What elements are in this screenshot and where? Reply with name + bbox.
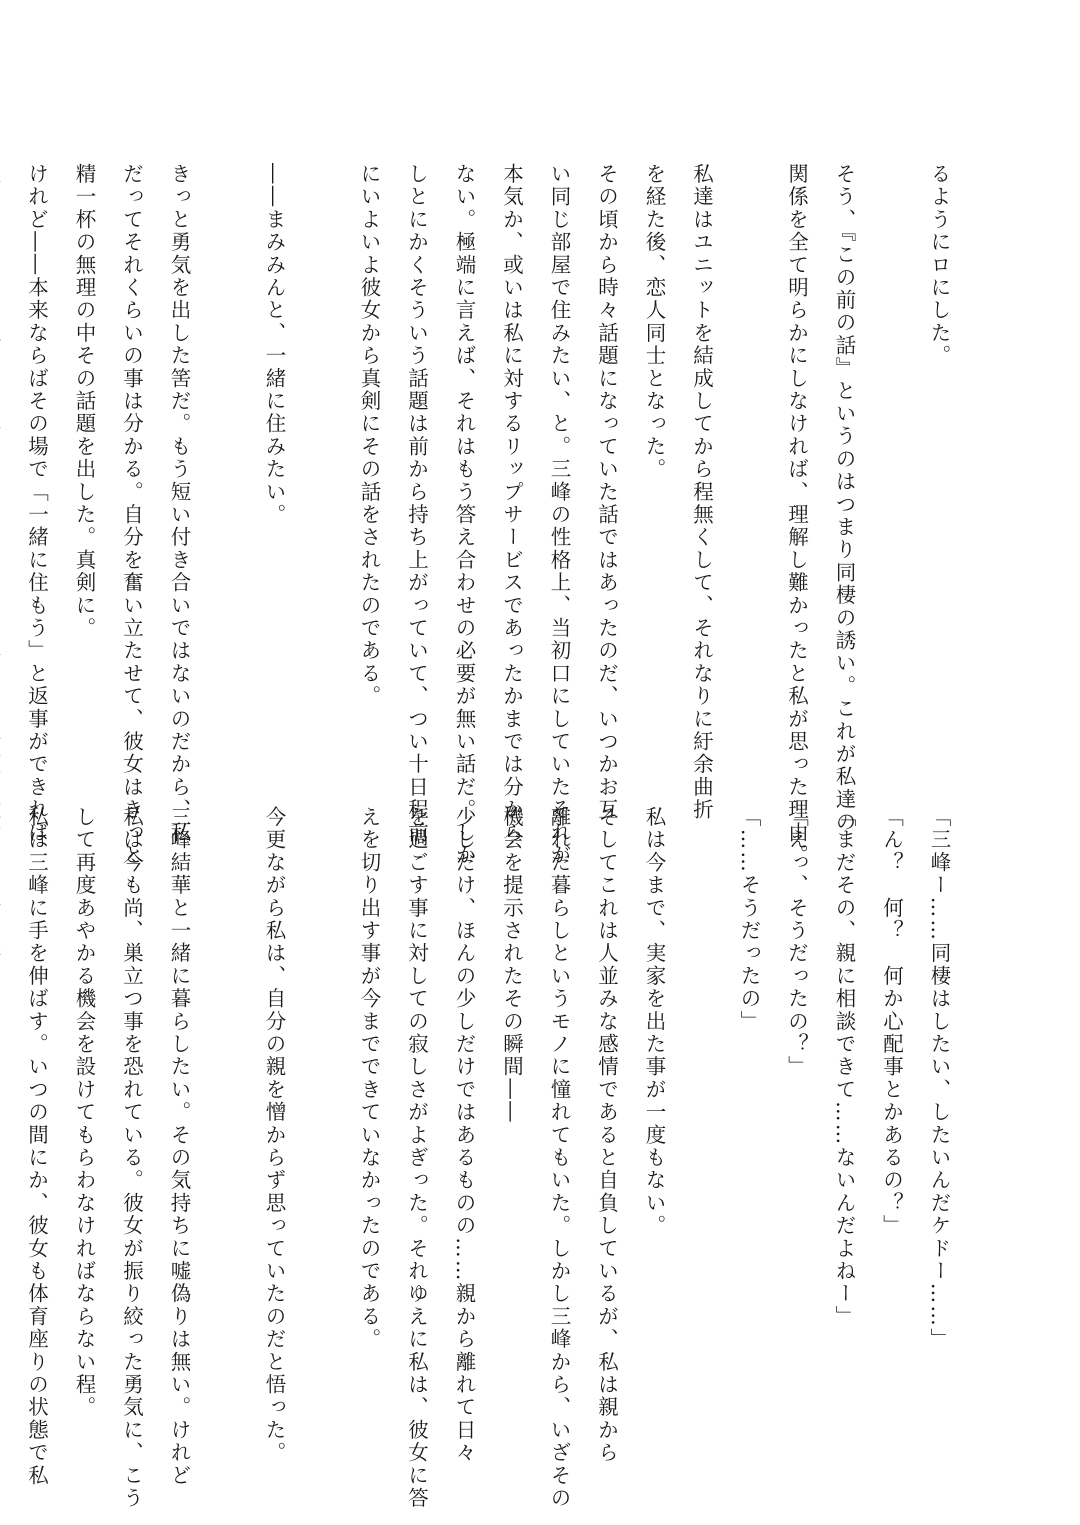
text-line: ――まみみんと、一緒に住みたい。 <box>262 163 286 527</box>
blank-line <box>297 806 345 1396</box>
text-line: 私達はユニットを結成してから程無くして、それなりに紆余曲折 <box>689 163 714 822</box>
text-line: 少しだけ、ほんの少しだけではあるものの……親から離れて日々 <box>452 806 476 1465</box>
text-line: 私は今も尚、巣立つ事を恐れている。彼女が振り絞った勇気に、こう <box>119 806 144 1510</box>
text-line: るようにロにした。 <box>927 163 951 368</box>
text-line: そしてこれは人並みな感情であると自負しているが、私は親から <box>594 806 619 1465</box>
text-line: 今更ながら私は、自分の親を憎からず思っていたのだと悟った。 <box>262 806 286 1465</box>
text-block-bottom <box>24 806 962 1510</box>
text-line: 私は今まで、実家を出た事が一度もない。 <box>642 806 666 1238</box>
text-line: して再度あやかる機会を設けてもらわなければならない程。 <box>72 806 96 1419</box>
text-block-top <box>24 163 962 867</box>
text-line: 「三峰ー……同棲はしたい、したいんだケドー……」 <box>927 806 951 1351</box>
text-line: 精一杯の無理の中その話題を出した。真剣に。 <box>72 163 96 640</box>
text-line: 「まだその、親に相談できて……ないんだよねー」 <box>832 806 856 1329</box>
text-line: 「……そうだったの」 <box>737 806 761 1033</box>
text-line: そう、『この前の話』というのはつまり同棲の誘い。これが私達の <box>832 163 856 834</box>
text-line: きっと勇気を出した筈だ。もう短い付き合いではないのだから、私 <box>167 163 191 844</box>
blank-line <box>202 163 250 737</box>
text-line: 機会を提示されたその瞬間―― <box>499 806 524 1124</box>
text-line: 本気か、或いは私に対するリップサービスであったかまでは分から <box>499 163 524 844</box>
text-line: い同じ部屋で住みたい、と。三峰の性格上、当初口にしていたそれが <box>547 163 571 867</box>
text-line: を経た後、恋人同士となった。 <box>642 163 666 481</box>
text-line: 関係を全て明らかにしなければ、理解し難かったと私が思った理由。 <box>784 163 809 867</box>
text-line <box>0 806 12 1396</box>
blank-line <box>202 806 250 1396</box>
text-line: にいよいよ彼女から真剣にその話をされたのである。 <box>357 163 381 708</box>
text-line: 「ん？ 何？ 何か心配事とかあるの？」 <box>879 806 904 1238</box>
text-line: ない。極端に言えば、それはもう答え合わせの必要が無い話だ。しか <box>452 163 476 867</box>
text-line: けれど――本来ならばその場で「一緒に住もう」と返事ができれば <box>24 163 49 844</box>
text-line: 三峰結華と一緒に暮らしたい。その気持ちに嘘偽りは無い。けれど <box>167 806 191 1487</box>
blank-line <box>677 806 725 1396</box>
blank-line <box>867 163 915 737</box>
blank-line <box>297 163 345 737</box>
text-line: しとにかくそういう話題は前から持ち上がっていて、つい十日程前 <box>404 163 429 844</box>
blank-line <box>725 163 773 737</box>
text-line: 私は三峰に手を伸ばす。いつの間にか、彼女も体育座りの状態で私 <box>24 806 49 1487</box>
text-line: だってそれくらいの事は分かる。自分を奮い立たせて、彼女はきっと <box>119 163 144 867</box>
text-line: 「えっ、そうだったの？」 <box>784 806 809 1079</box>
text-line: を過ごす事に対しての寂しさがよぎった。それゆえに私は、彼女に答 <box>404 806 429 1510</box>
text-line <box>0 163 12 737</box>
text-line: 離れた暮らしというモノに憧れてもいた。しかし三峰から、いざその <box>547 806 571 1510</box>
text-line: えを切り出す事が今までできていなかったのである。 <box>357 806 381 1351</box>
text-line: その頃から時々話題になっていた話ではあったのだ、いつかお互 <box>594 163 619 822</box>
